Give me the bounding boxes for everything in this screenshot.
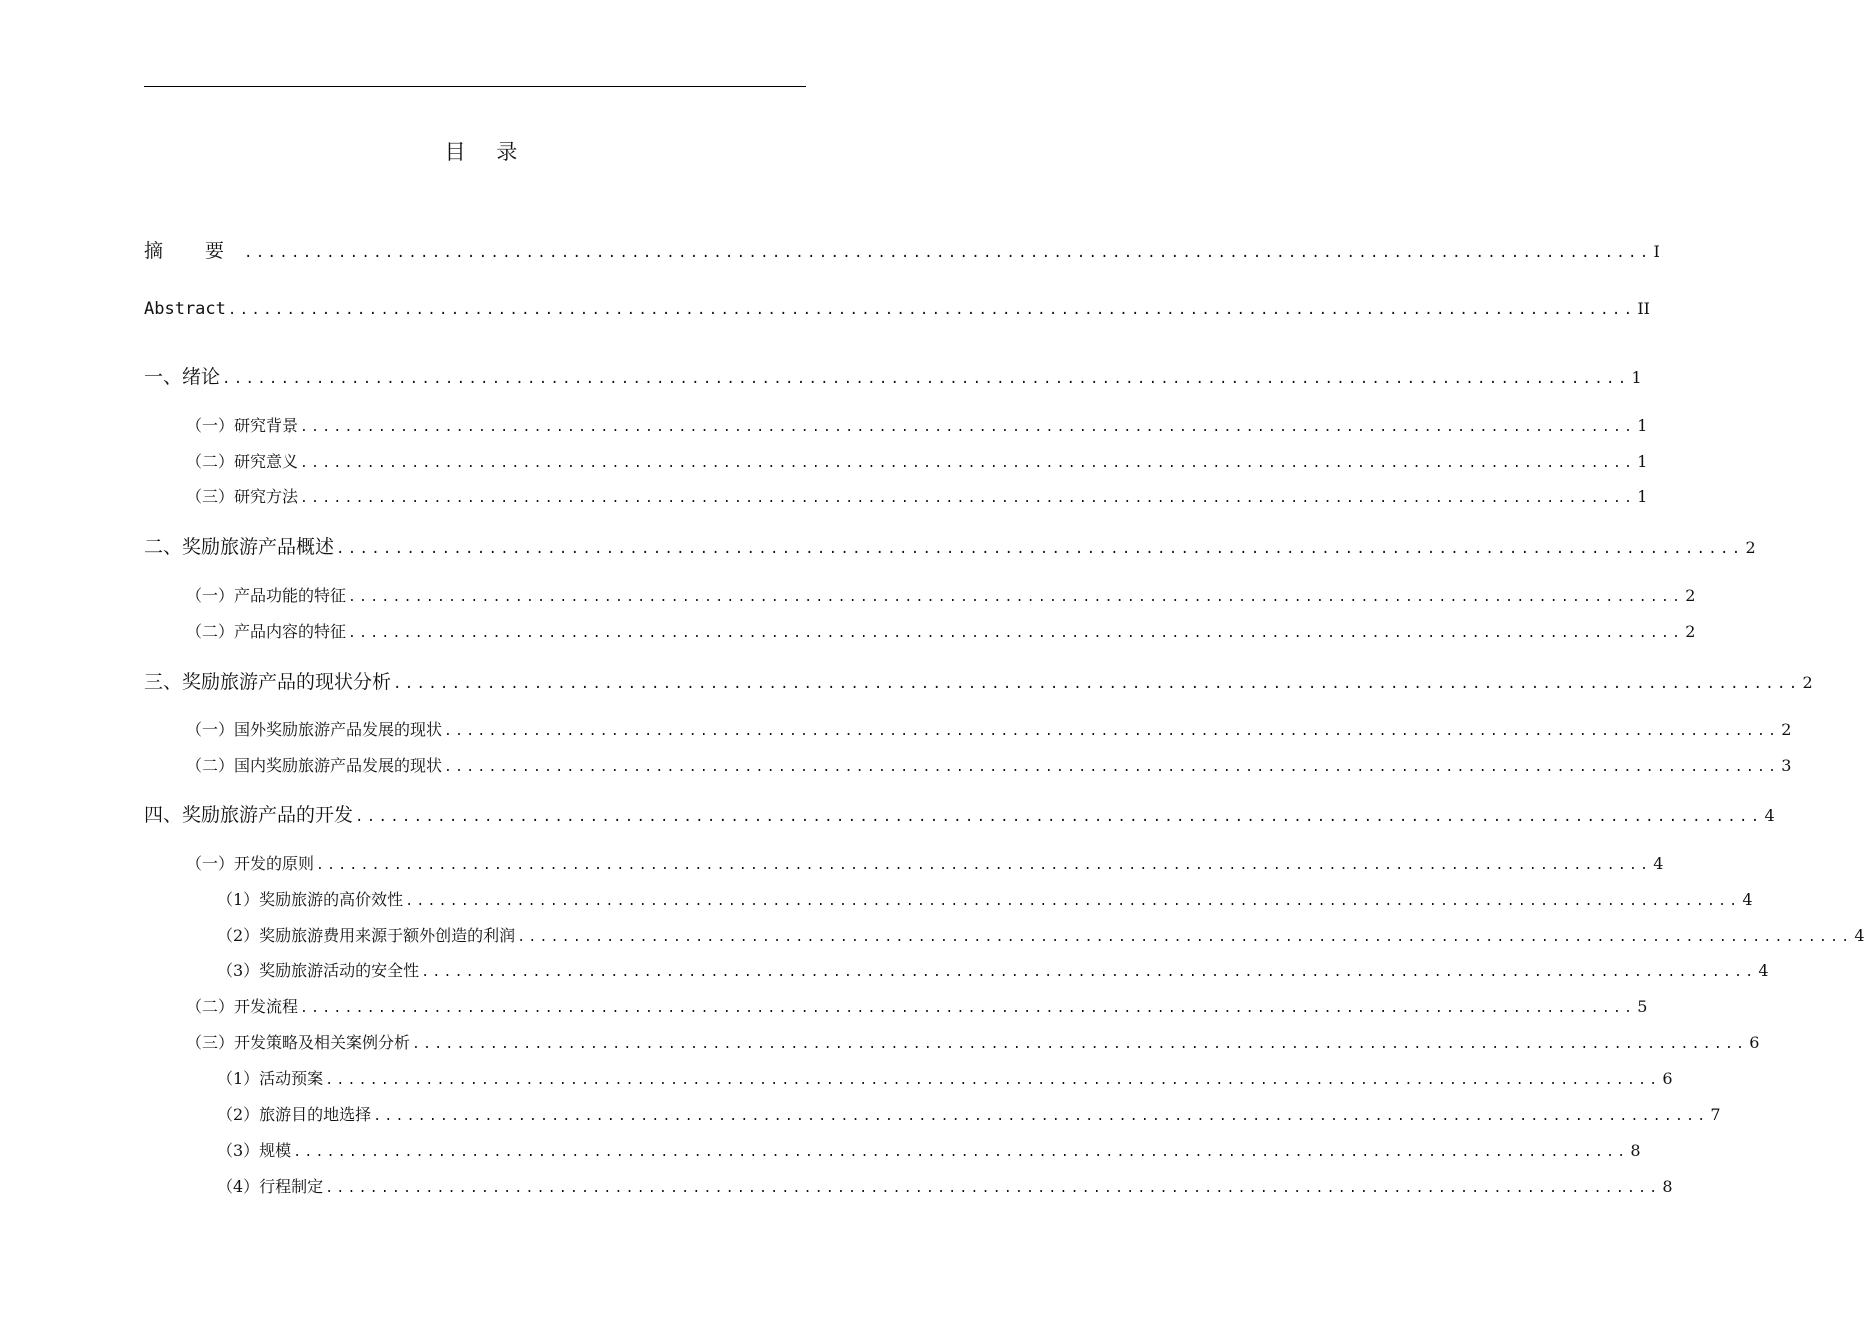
toc-leader: ........................................................................................................................: [355, 809, 1763, 825]
toc-leader: ........................................................................................................................: [325, 1073, 1661, 1088]
toc-label: （一）产品功能的特征: [186, 586, 347, 605]
toc-label: （2）旅游目的地选择: [217, 1105, 372, 1124]
toc-label: （一）开发的原则: [186, 854, 315, 873]
toc-entry-chapter-3[interactable]: [144, 667, 1813, 694]
toc-entry-section[interactable]: [186, 994, 1648, 1017]
toc-leader: ........................................................................................................................: [336, 541, 1744, 557]
toc-entry-section[interactable]: [186, 753, 1792, 776]
toc-page-number: 2: [1781, 720, 1792, 739]
toc-page-number: 2: [1685, 622, 1696, 641]
toc-entry-subsection[interactable]: [217, 923, 1865, 946]
toc-page-number: 1: [1637, 452, 1648, 471]
toc-entry-section[interactable]: [186, 1030, 1760, 1053]
toc-entry-subsection[interactable]: [217, 1138, 1641, 1161]
page-title: 目 录: [444, 140, 530, 164]
toc-entry-chapter-2[interactable]: [144, 532, 1756, 559]
toc-entry-section[interactable]: [186, 583, 1696, 606]
toc-label: （1）活动预案: [217, 1069, 324, 1088]
toc-entry-subsection[interactable]: [217, 1066, 1673, 1089]
toc-page-number: 2: [1685, 586, 1696, 605]
toc-page-number: 4: [1742, 890, 1753, 909]
toc-page-number: 2: [1745, 538, 1756, 557]
toc-entry-subsection[interactable]: [217, 887, 1753, 910]
toc-page-number: 8: [1630, 1141, 1641, 1160]
toc-entry-section[interactable]: [186, 449, 1648, 472]
toc-page-number: 4: [1653, 854, 1664, 873]
toc-leader: ........................................................................................................................: [412, 1037, 1748, 1052]
toc-page-number: 7: [1710, 1105, 1721, 1124]
toc-entry-abstract-cn[interactable]: [144, 236, 1660, 263]
toc-label: （2）奖励旅游费用来源于额外创造的利润: [217, 926, 516, 945]
toc-leader: ........................................................................................................................: [373, 1109, 1709, 1124]
toc-label: （二）产品内容的特征: [186, 622, 347, 641]
toc-entry-section[interactable]: [186, 413, 1648, 436]
toc-page-number: 1: [1631, 368, 1642, 387]
toc-leader: ........................................................................................................................: [444, 760, 1780, 775]
toc-leader: ........................................................................................................................: [300, 420, 1636, 435]
toc-label: （三）开发策略及相关案例分析: [186, 1033, 411, 1052]
toc-leader: ........................................................................................................................: [444, 724, 1780, 739]
toc-label: （三）研究方法: [186, 487, 299, 506]
toc-entry-subsection[interactable]: [217, 1174, 1673, 1197]
toc-entry-subsection[interactable]: [217, 1102, 1721, 1125]
toc-leader: ........................................................................................................................: [222, 371, 1630, 387]
header-rule: [144, 86, 806, 87]
toc-page-number: 1: [1637, 416, 1648, 435]
toc-page-number: 5: [1637, 997, 1648, 1016]
toc-leader: ........................................................................................................................: [316, 858, 1652, 873]
toc-leader: ........................................................................................................................: [348, 626, 1684, 641]
toc-entry-abstract-en[interactable]: [144, 299, 1650, 319]
toc-leader: ........................................................................................................................: [517, 930, 1853, 945]
toc-page-number: 8: [1662, 1177, 1673, 1196]
toc-label: （3）规模: [217, 1141, 292, 1160]
toc-entry-subsection[interactable]: [217, 958, 1769, 981]
toc-label: （4）行程制定: [217, 1177, 324, 1196]
toc-page-number: 4: [1758, 961, 1769, 980]
toc-label: 二、奖励旅游产品概述: [144, 536, 335, 558]
toc-leader: ........................................................................................................................: [393, 676, 1801, 692]
toc-leader: ........................................................................................................................: [300, 456, 1636, 471]
toc-label: 四、奖励旅游产品的开发: [144, 804, 354, 826]
toc-page-number: II: [1637, 299, 1650, 318]
toc-page-number: I: [1653, 242, 1660, 261]
toc-leader: ........................................................................................................................: [300, 1001, 1636, 1016]
toc-page-number: 4: [1854, 926, 1865, 945]
toc-label: 三、奖励旅游产品的现状分析: [144, 671, 392, 693]
toc-leader: ........................................................................................................................: [227, 302, 1636, 318]
toc-entry-chapter-4[interactable]: [144, 800, 1775, 827]
toc-entry-section[interactable]: [186, 619, 1696, 642]
toc-leader: ........................................................................................................................: [293, 1145, 1629, 1160]
toc-leader: ........................................................................................................................: [348, 590, 1684, 605]
toc-label: （1）奖励旅游的高价效性: [217, 890, 404, 909]
toc-entry-section[interactable]: [186, 717, 1792, 740]
toc-leader: ........................................................................................................................: [244, 245, 1652, 261]
toc-leader: ........................................................................................................................: [300, 491, 1636, 506]
toc-page-number: 1: [1637, 487, 1648, 506]
toc-page-number: 6: [1749, 1033, 1760, 1052]
toc-leader: ........................................................................................................................: [325, 1181, 1661, 1196]
toc-leader: ........................................................................................................................: [421, 965, 1757, 980]
toc-label: Abstract: [144, 299, 226, 319]
toc-entry-chapter-1[interactable]: [144, 362, 1642, 389]
toc-label: （一）国外奖励旅游产品发展的现状: [186, 720, 443, 739]
toc-page-number: 3: [1781, 756, 1792, 775]
toc-entry-section[interactable]: [186, 851, 1664, 874]
toc-page-number: 6: [1662, 1069, 1673, 1088]
toc-label: 一、绪论: [144, 366, 221, 388]
toc-label: （二）研究意义: [186, 452, 299, 471]
toc-label: （3）奖励旅游活动的安全性: [217, 961, 420, 980]
toc-leader: ........................................................................................................................: [405, 894, 1741, 909]
toc-label: （二）开发流程: [186, 997, 299, 1016]
toc-label: 摘 要: [144, 240, 243, 262]
toc-page-number: 2: [1802, 673, 1813, 692]
toc-label: （二）国内奖励旅游产品发展的现状: [186, 756, 443, 775]
toc-page-number: 4: [1764, 806, 1775, 825]
toc-label: （一）研究背景: [186, 416, 299, 435]
toc-entry-section[interactable]: [186, 484, 1648, 507]
